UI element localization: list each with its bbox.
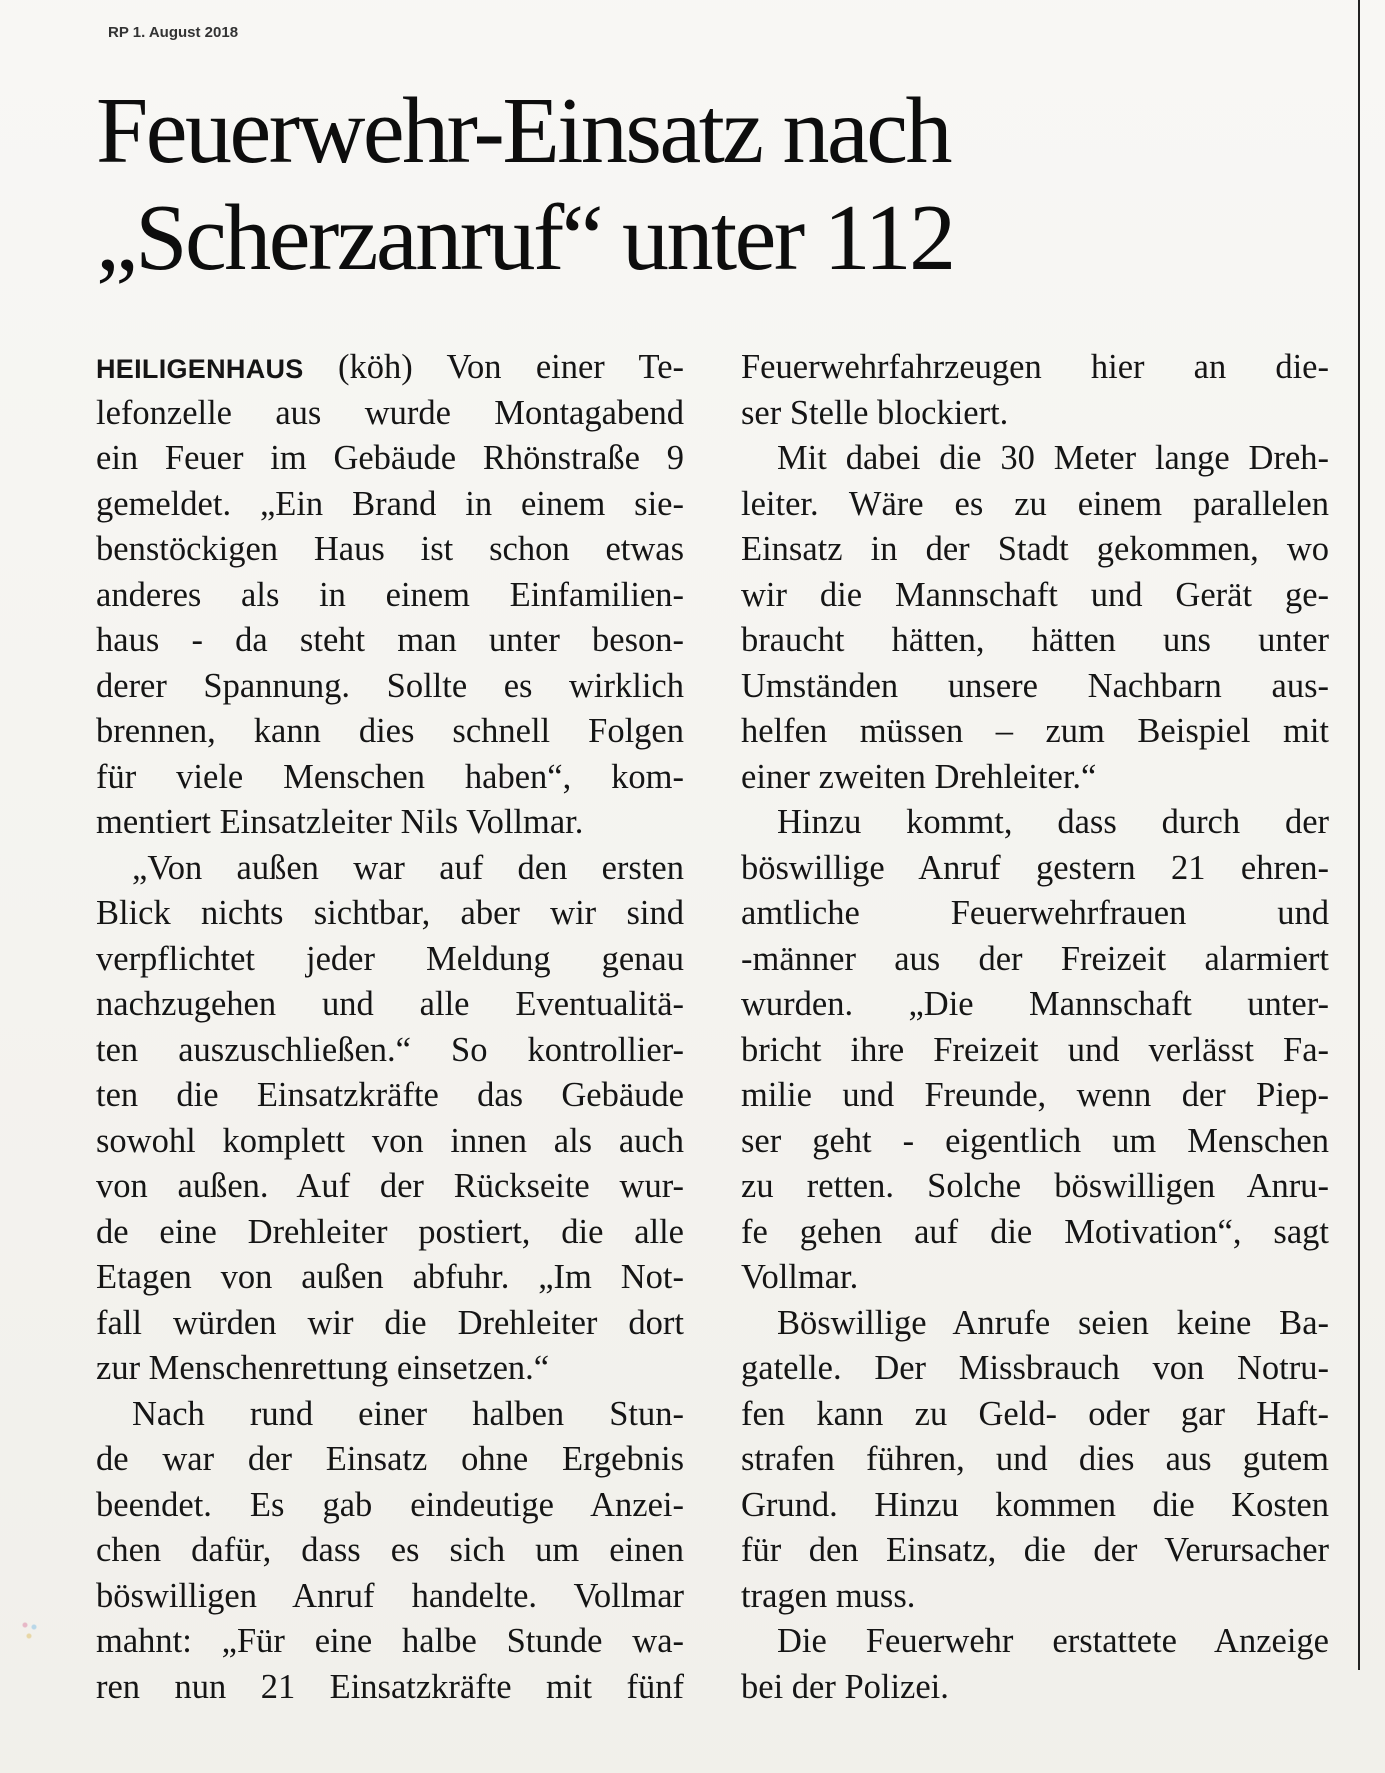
text-line: Blick nichts sichtbar, aber wir sind [96, 894, 684, 932]
text-line: mahnt: „Für eine halbe Stunde wa- [96, 1622, 684, 1660]
text-line: Grund. Hinzu kommen die Kosten [741, 1485, 1329, 1524]
text-line: zu retten. Solche böswilligen Anru- [741, 1167, 1329, 1205]
text-line: sowohl komplett von innen als auch [96, 1121, 684, 1160]
text-line: braucht hätten, hätten uns unter [741, 621, 1329, 659]
text-line: bei der Polizei. [741, 1667, 949, 1706]
text-line: Umständen unsere Nachbarn aus- [741, 666, 1329, 705]
article-headline [96, 78, 1276, 292]
text-line: -männer aus der Freizeit alarmiert [741, 939, 1329, 978]
text-line: wir die Mannschaft und Gerät ge- [741, 575, 1329, 614]
text-line: Etagen von außen abfuhr. „Im Not- [96, 1258, 684, 1296]
article-column-right [741, 345, 1329, 1710]
text-line: verpflichtet jeder Meldung genau [96, 939, 684, 978]
text-line: bricht ihre Freizeit und verlässt Fa- [741, 1030, 1329, 1069]
text-line: gatelle. Der Missbrauch von Notru- [741, 1349, 1329, 1387]
text-line: Einsatz in der Stadt gekommen, wo [741, 530, 1329, 568]
text-line: fall würden wir die Drehleiter dort [96, 1303, 684, 1342]
text-line [96, 345, 684, 391]
text-line: zur Menschenrettung einsetzen.“ [96, 1349, 550, 1387]
headline-line-1: Feuerwehr-Einsatz nach [96, 79, 950, 183]
text-line: ein Feuer im Gebäude Rhönstraße 9 [96, 439, 684, 477]
text-line: lefonzelle aus wurde Montagabend [96, 393, 684, 432]
text-line: derer Spannung. Sollte es wirklich [96, 666, 684, 705]
text-line: ten auszuschließen.“ So kontrollier- [96, 1030, 684, 1069]
text-line: nachzugehen und alle Eventualitä- [96, 985, 684, 1023]
text-line: Böswillige Anrufe seien keine Ba- [777, 1303, 1329, 1342]
text-line: tragen muss. [741, 1576, 916, 1615]
text-line: Nach rund einer halben Stun- [132, 1394, 684, 1433]
text-line: ren nun 21 Einsatzkräfte mit fünf [96, 1667, 684, 1706]
source-label: RP 1. August 2018 [108, 24, 239, 41]
text-line: brennen, kann dies schnell Folgen [96, 712, 684, 750]
text-line: Mit dabei die 30 Meter lange Dreh- [777, 439, 1329, 477]
text-line: wurden. „Die Mannschaft unter- [741, 985, 1329, 1023]
text-line: böswillige Anruf gestern 21 ehren- [741, 848, 1329, 887]
text-line: milie und Freunde, wenn der Piep- [741, 1076, 1329, 1114]
text-line: anderes als in einem Einfamilien- [96, 575, 684, 614]
text-line: für viele Menschen haben“, kom- [96, 757, 684, 796]
text-line: von außen. Auf der Rückseite wur- [96, 1167, 684, 1205]
text-line: böswilligen Anruf handelte. Vollmar [96, 1576, 684, 1615]
headline-line-2: „Scherzanruf“ unter 112 [96, 186, 954, 290]
text-line: amtliche Feuerwehrfrauen und [741, 894, 1329, 932]
text-line: Hinzu kommt, dass durch der [777, 803, 1329, 841]
text-line: Feuerwehrfahrzeugen hier an die- [741, 348, 1329, 386]
column-rule [1358, 0, 1360, 1670]
dateline: HEILIGENHAUS [96, 354, 304, 384]
text-line: gemeldet. „Ein Brand in einem sie- [96, 484, 684, 523]
text-line: helfen müssen – zum Beispiel mit [741, 712, 1329, 750]
text-line: chen dafür, dass es sich um einen [96, 1531, 684, 1569]
text-line: „Von außen war auf den ersten [132, 848, 684, 887]
text-line: einer zweiten Drehleiter.“ [741, 757, 1097, 796]
text-line: de war der Einsatz ohne Ergebnis [96, 1440, 684, 1478]
text-line: benstöckigen Haus ist schon etwas [96, 530, 684, 568]
text-line: leiter. Wäre es zu einem parallelen [741, 484, 1329, 523]
text-line: für den Einsatz, die der Verursacher [741, 1531, 1329, 1569]
article-column-left [96, 345, 684, 1710]
text-line: de eine Drehleiter postiert, die alle [96, 1212, 684, 1251]
text-line: ten die Einsatzkräfte das Gebäude [96, 1076, 684, 1114]
text-line: ser Stelle blockiert. [741, 393, 1009, 432]
text-line: beendet. Es gab eindeutige Anzei- [96, 1485, 684, 1524]
text-line: ser geht - eigentlich um Menschen [741, 1121, 1329, 1160]
text-line: Die Feuerwehr erstattete Anzeige [777, 1622, 1329, 1660]
text-line: fen kann zu Geld- oder gar Haft- [741, 1394, 1329, 1433]
text-line: Vollmar. [741, 1258, 859, 1296]
text-line: strafen führen, und dies aus gutem [741, 1440, 1329, 1478]
text-line: fe gehen auf die Motivation“, sagt [741, 1212, 1329, 1251]
text-line: haus - da steht man unter beson- [96, 621, 684, 659]
text-line: mentiert Einsatzleiter Nils Vollmar. [96, 803, 584, 841]
print-speck [22, 1622, 42, 1642]
text-line-tail: (köh) Von einer Te- [303, 348, 684, 386]
